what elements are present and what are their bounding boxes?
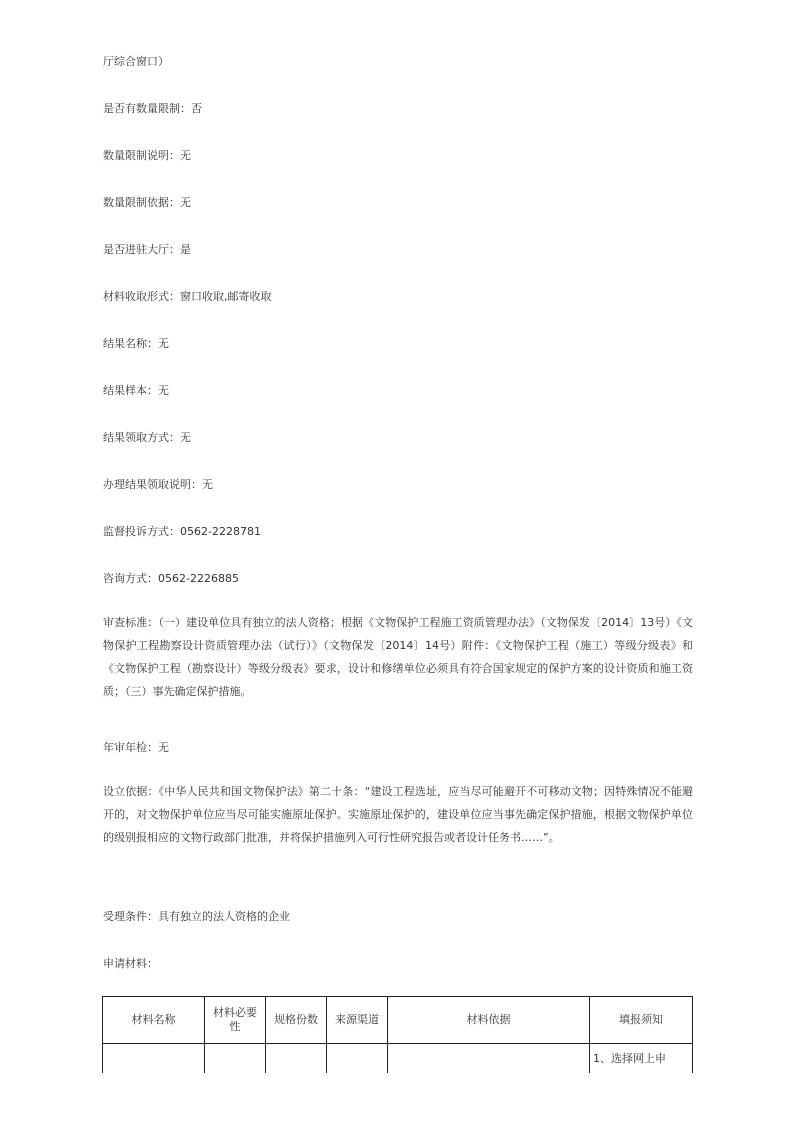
text-line: 厅综合窗口） bbox=[103, 55, 169, 68]
materials-label: 申请材料： bbox=[103, 957, 158, 970]
text-line: 数量限制说明：无 bbox=[103, 149, 191, 162]
acceptance-conditions: 受理条件：具有独立的法人资格的企业 bbox=[103, 910, 290, 923]
header-cell: 材料名称 bbox=[103, 997, 205, 1044]
text-line: 材料收取形式：窗口收取,邮寄收取 bbox=[103, 290, 272, 303]
page-bottom-margin bbox=[0, 1073, 793, 1122]
legal-basis: 设立依据：《中华人民共和国文物保护法》第二十条：“建设工程选址，应当尽可能避开不可移动文物；因特殊情况不能避开的，对文物保护单位应当尽可能实施原址保护。实施原址保护的，建设单位应当事先确定保护措施，根据文物保护单位的级别报相应的文物行政部门批准，并将保护措施列入可行性研究报告或者设计任务书……”。 bbox=[103, 785, 693, 844]
annual-check: 年审年检：无 bbox=[103, 741, 169, 754]
table-header-row bbox=[103, 997, 693, 1044]
text-line: 结果样本：无 bbox=[103, 384, 169, 397]
table-cell: 1、选择网上申 bbox=[590, 1044, 693, 1093]
text-line: 咨询方式：0562-2226885 bbox=[103, 572, 239, 585]
text-line: 结果领取方式：无 bbox=[103, 431, 191, 444]
text-line: 数量限制依据：无 bbox=[103, 196, 191, 209]
header-cell: 材料必要性 bbox=[205, 997, 266, 1044]
header-cell: 来源渠道 bbox=[327, 997, 388, 1044]
text-line: 监督投诉方式：0562-2228781 bbox=[103, 525, 261, 538]
text-line: 结果名称：无 bbox=[103, 337, 169, 350]
review-standard: 审查标准：（一）建设单位具有独立的法人资格；根据《文物保护工程施工资质管理办法》（文物保发〔2014〕13号）《文物保护工程勘察设计资质管理办法（试行）》（文物保发〔2014〕14号）附件：《文物保护工程（施工）等级分级表》和《文物保护工程（勘察设计）等级分级表》要求，设计和修缮单位必须具有符合国家规定的保护方案的设计资质和施工资质；（三）事先确定保护措施。 bbox=[103, 616, 693, 698]
header-cell: 规格份数 bbox=[266, 997, 327, 1044]
text-line: 是否有数量限制：否 bbox=[103, 102, 202, 115]
text-line: 办理结果领取说明：无 bbox=[103, 478, 213, 491]
header-cell: 填报须知 bbox=[590, 997, 693, 1044]
header-cell: 材料依据 bbox=[388, 997, 590, 1044]
text-line: 是否进驻大厅：是 bbox=[103, 243, 191, 256]
